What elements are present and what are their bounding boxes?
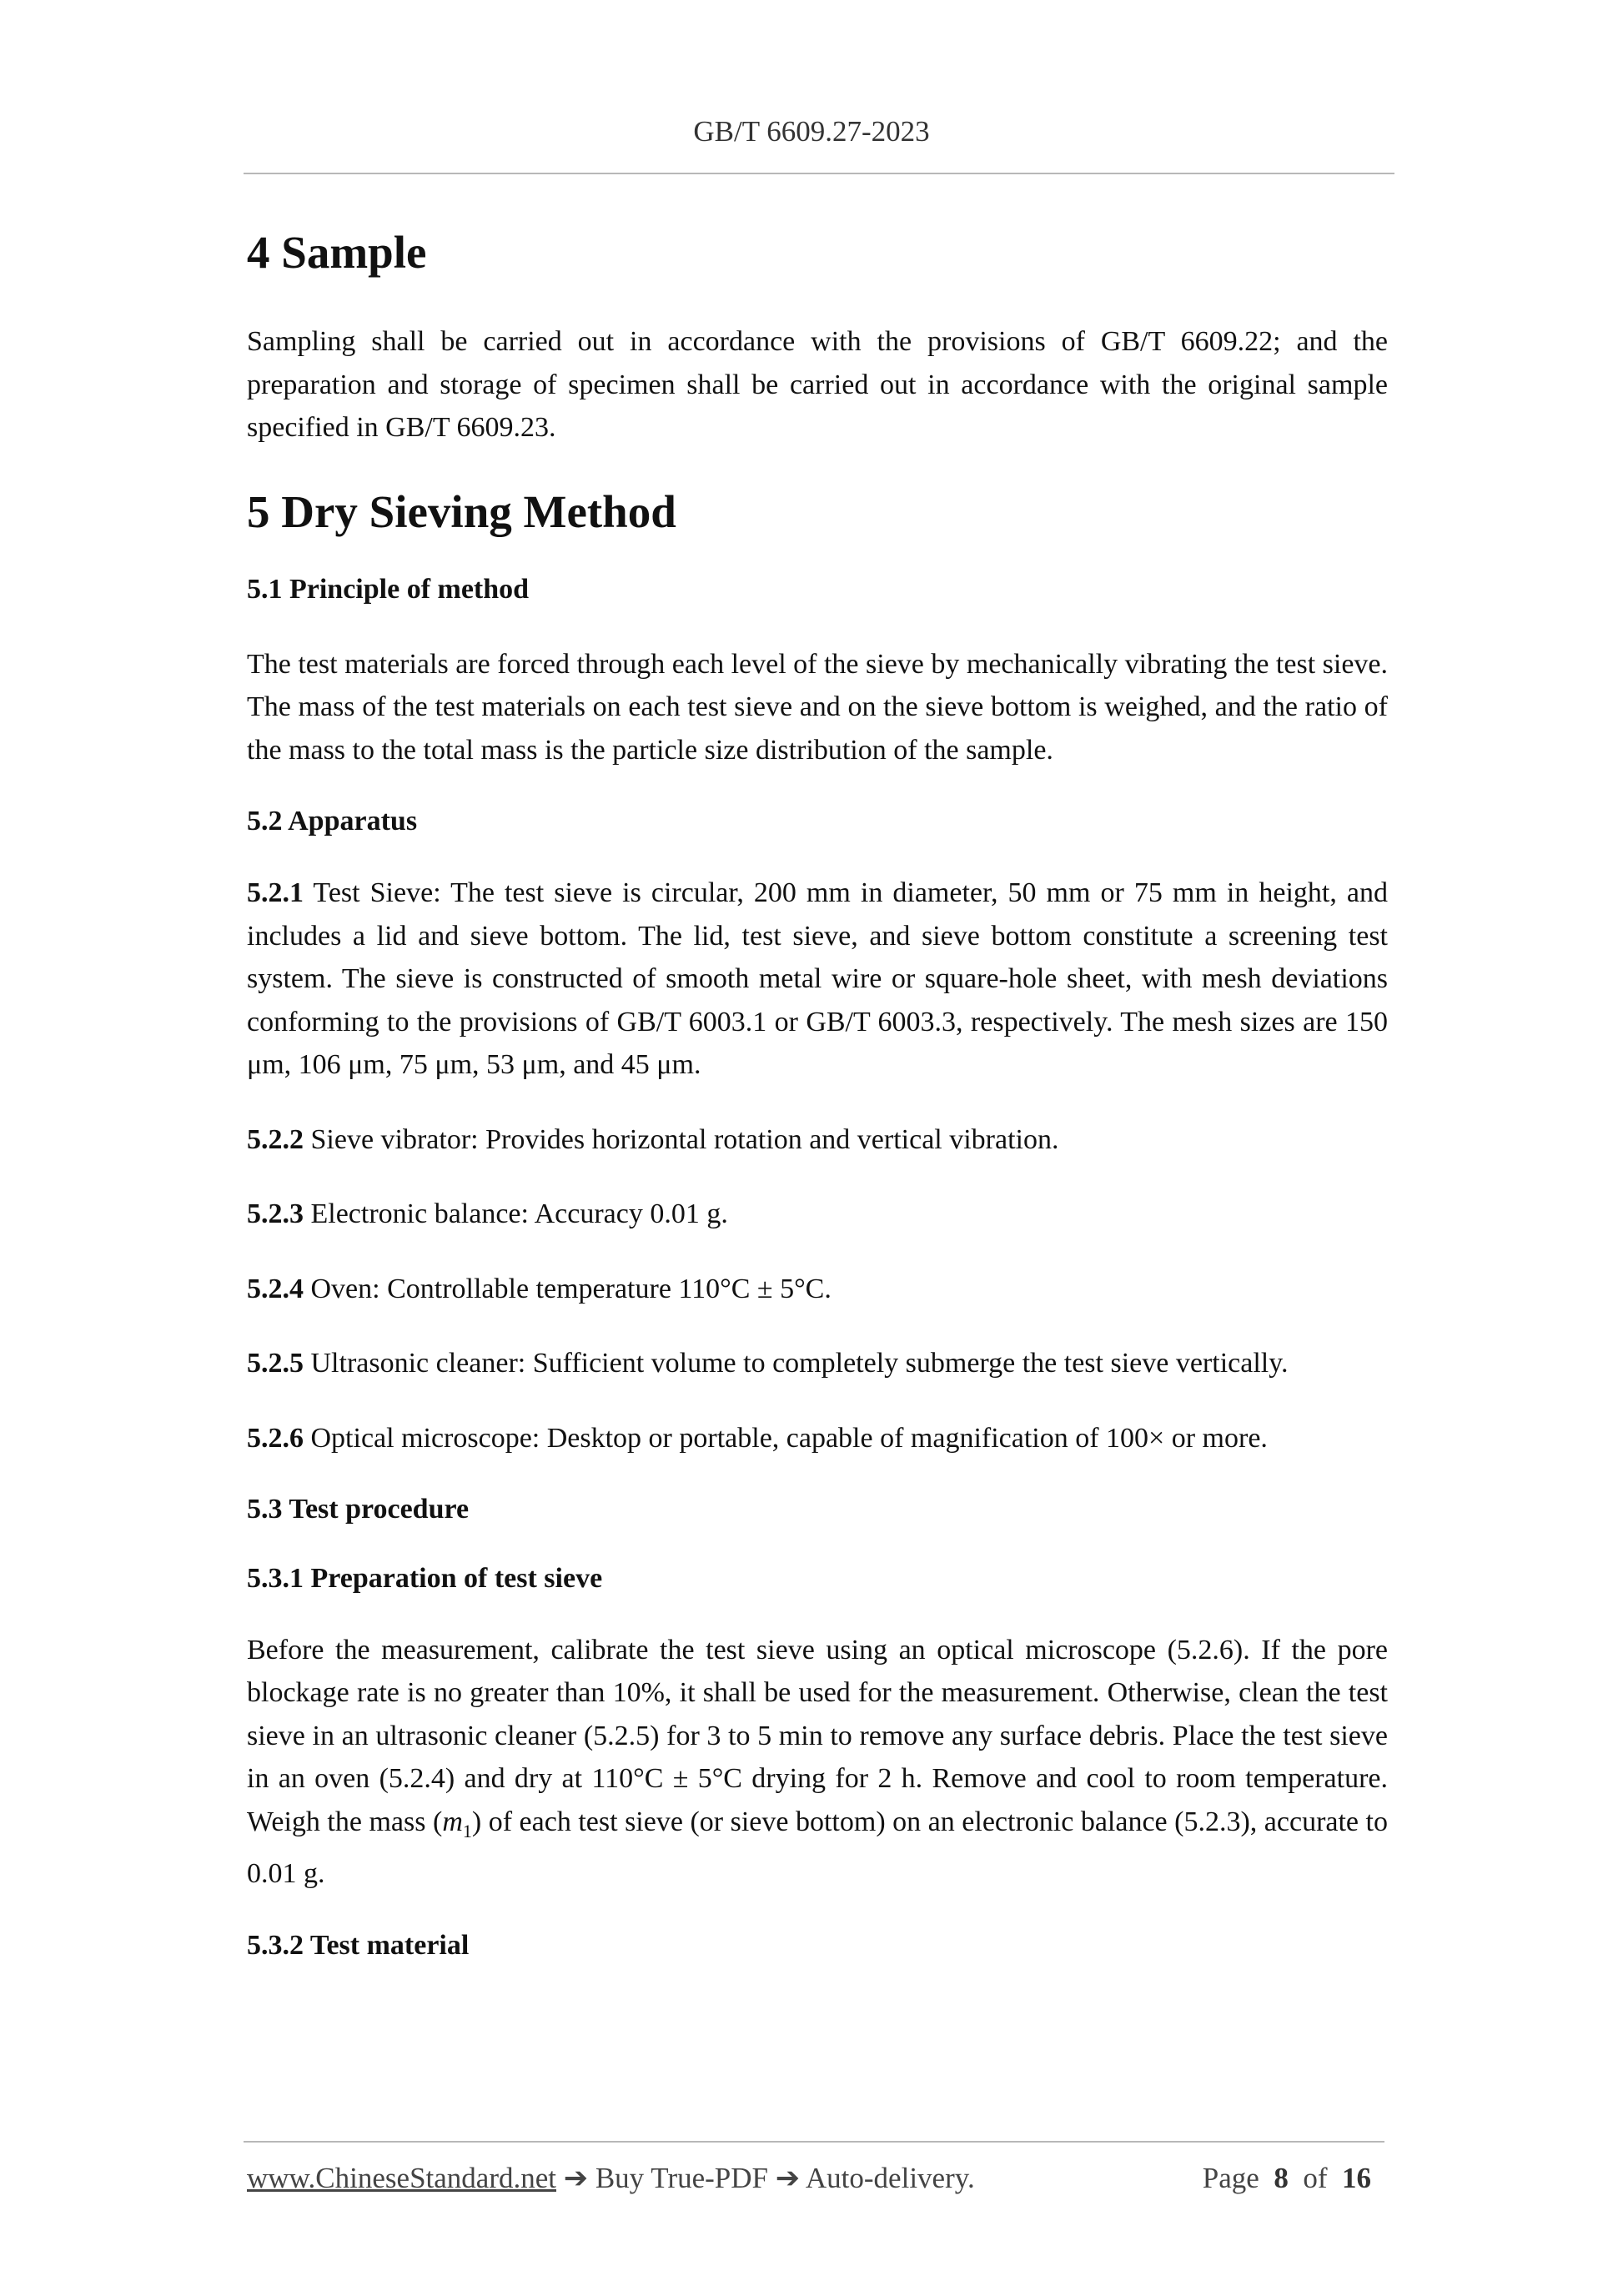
mass-subscript: 1 <box>462 1820 472 1841</box>
page-footer <box>247 2162 1388 2195</box>
item-text: Test Sieve: The test sieve is circular, 200 mm in diameter, 50 mm or 75 mm in height, and includes a lid and sieve bottom. The lid, test sieve, and sieve bottom constitute a screening test system. The sieve is constructed of smooth metal wire or square-hole sheet, with mesh deviations conforming to the provisions of GB/T 6003.1 or GB/T 6003.3, respectively. The mesh sizes are 150 μm, 106 μm, 75 μm, 53 μm, and 45 μm. <box>247 877 1388 1081</box>
section-5-3-2-heading: 5.3.2 Test material <box>247 1929 470 1961</box>
paragraph-text: ) of each test sieve (or sieve bottom) on an electronic balance (5.2.3), accurate to 0.01 g. <box>247 1806 1388 1890</box>
apparatus-item <box>247 1118 1388 1162</box>
delivery-text: Auto-delivery. <box>805 2162 975 2194</box>
item-text: Optical microscope: Desktop or portable, capable of magnification of 100× or more. <box>304 1422 1268 1454</box>
apparatus-item <box>247 1193 1388 1236</box>
header-divider <box>244 173 1394 174</box>
section-5-1-heading: 5.1 Principle of method <box>247 573 530 605</box>
item-text: Electronic balance: Accuracy 0.01 g. <box>304 1198 728 1230</box>
section-4-heading: 4 Sample <box>247 227 427 278</box>
page-total: 16 <box>1342 2162 1371 2194</box>
section-5-3-heading: 5.3 Test procedure <box>247 1494 470 1525</box>
apparatus-item <box>247 1417 1388 1460</box>
apparatus-item <box>247 1268 1388 1311</box>
section-5-2-heading: 5.2 Apparatus <box>247 806 418 837</box>
section-5-3-1-paragraph <box>247 1629 1388 1896</box>
apparatus-item <box>247 872 1388 1087</box>
section-5-1-paragraph: The test materials are forced through each level of the sieve by mechanically vibrating the test sieve. The mass of the test materials on each test sieve and on the sieve bottom is weighed, and the ratio of the mass to the total mass is the particle size distribution of the sample. <box>247 648 1388 766</box>
item-text: Sieve vibrator: Provides horizontal rotation and vertical vibration. <box>304 1123 1059 1155</box>
page-indicator <box>1203 2162 1371 2195</box>
apparatus-item <box>247 1342 1388 1385</box>
page-label: Page <box>1202 2162 1259 2194</box>
item-number: 5.2.6 <box>247 1422 304 1454</box>
mass-variable: m <box>442 1806 463 1837</box>
item-text: Oven: Controllable temperature 110°C ± 5°C. <box>304 1273 832 1304</box>
page-number: 8 <box>1274 2162 1289 2194</box>
section-5-3-1-heading: 5.3.1 Preparation of test sieve <box>247 1562 603 1594</box>
section-4-paragraph: Sampling shall be carried out in accordance with the provisions of GB/T 6609.22; and the preparation and storage of specimen shall be carried out in accordance with the original sample specified in GB/T 6609.23. <box>247 326 1388 443</box>
footer-divider <box>244 2141 1384 2143</box>
page-content <box>247 225 1388 1964</box>
item-number: 5.2.2 <box>247 1123 304 1155</box>
arrow-icon: ➔ <box>775 2162 801 2194</box>
website-link[interactable]: www.ChineseStandard.net <box>247 2162 556 2194</box>
arrow-icon: ➔ <box>563 2162 589 2194</box>
section-5-heading: 5 Dry Sieving Method <box>247 485 676 537</box>
of-label: of <box>1303 2162 1328 2194</box>
paragraph-text: Before the measurement, calibrate the test sieve using an optical microscope (5.2.6). If the pore blockage rate is no greater than 10%, it shall be used for the measurement. Otherwise, clean the test sieve in an ultrasonic cleaner (5.2.5) for 3 to 5 min to remove any surface debris. Place the test sieve in an oven (5.2.4) and dry at 110°C ± 5°C drying for 2 h. Remove and cool to room temperature. Weigh the mass ( <box>247 1634 1388 1837</box>
item-number: 5.2.5 <box>247 1348 304 1379</box>
buy-text: Buy True-PDF <box>595 2162 768 2194</box>
item-number: 5.2.1 <box>247 877 304 909</box>
item-number: 5.2.3 <box>247 1198 304 1230</box>
document-header: GB/T 6609.27-2023 <box>693 115 930 148</box>
item-number: 5.2.4 <box>247 1273 304 1304</box>
item-text: Ultrasonic cleaner: Sufficient volume to completely submerge the test sieve vertically. <box>304 1348 1289 1379</box>
